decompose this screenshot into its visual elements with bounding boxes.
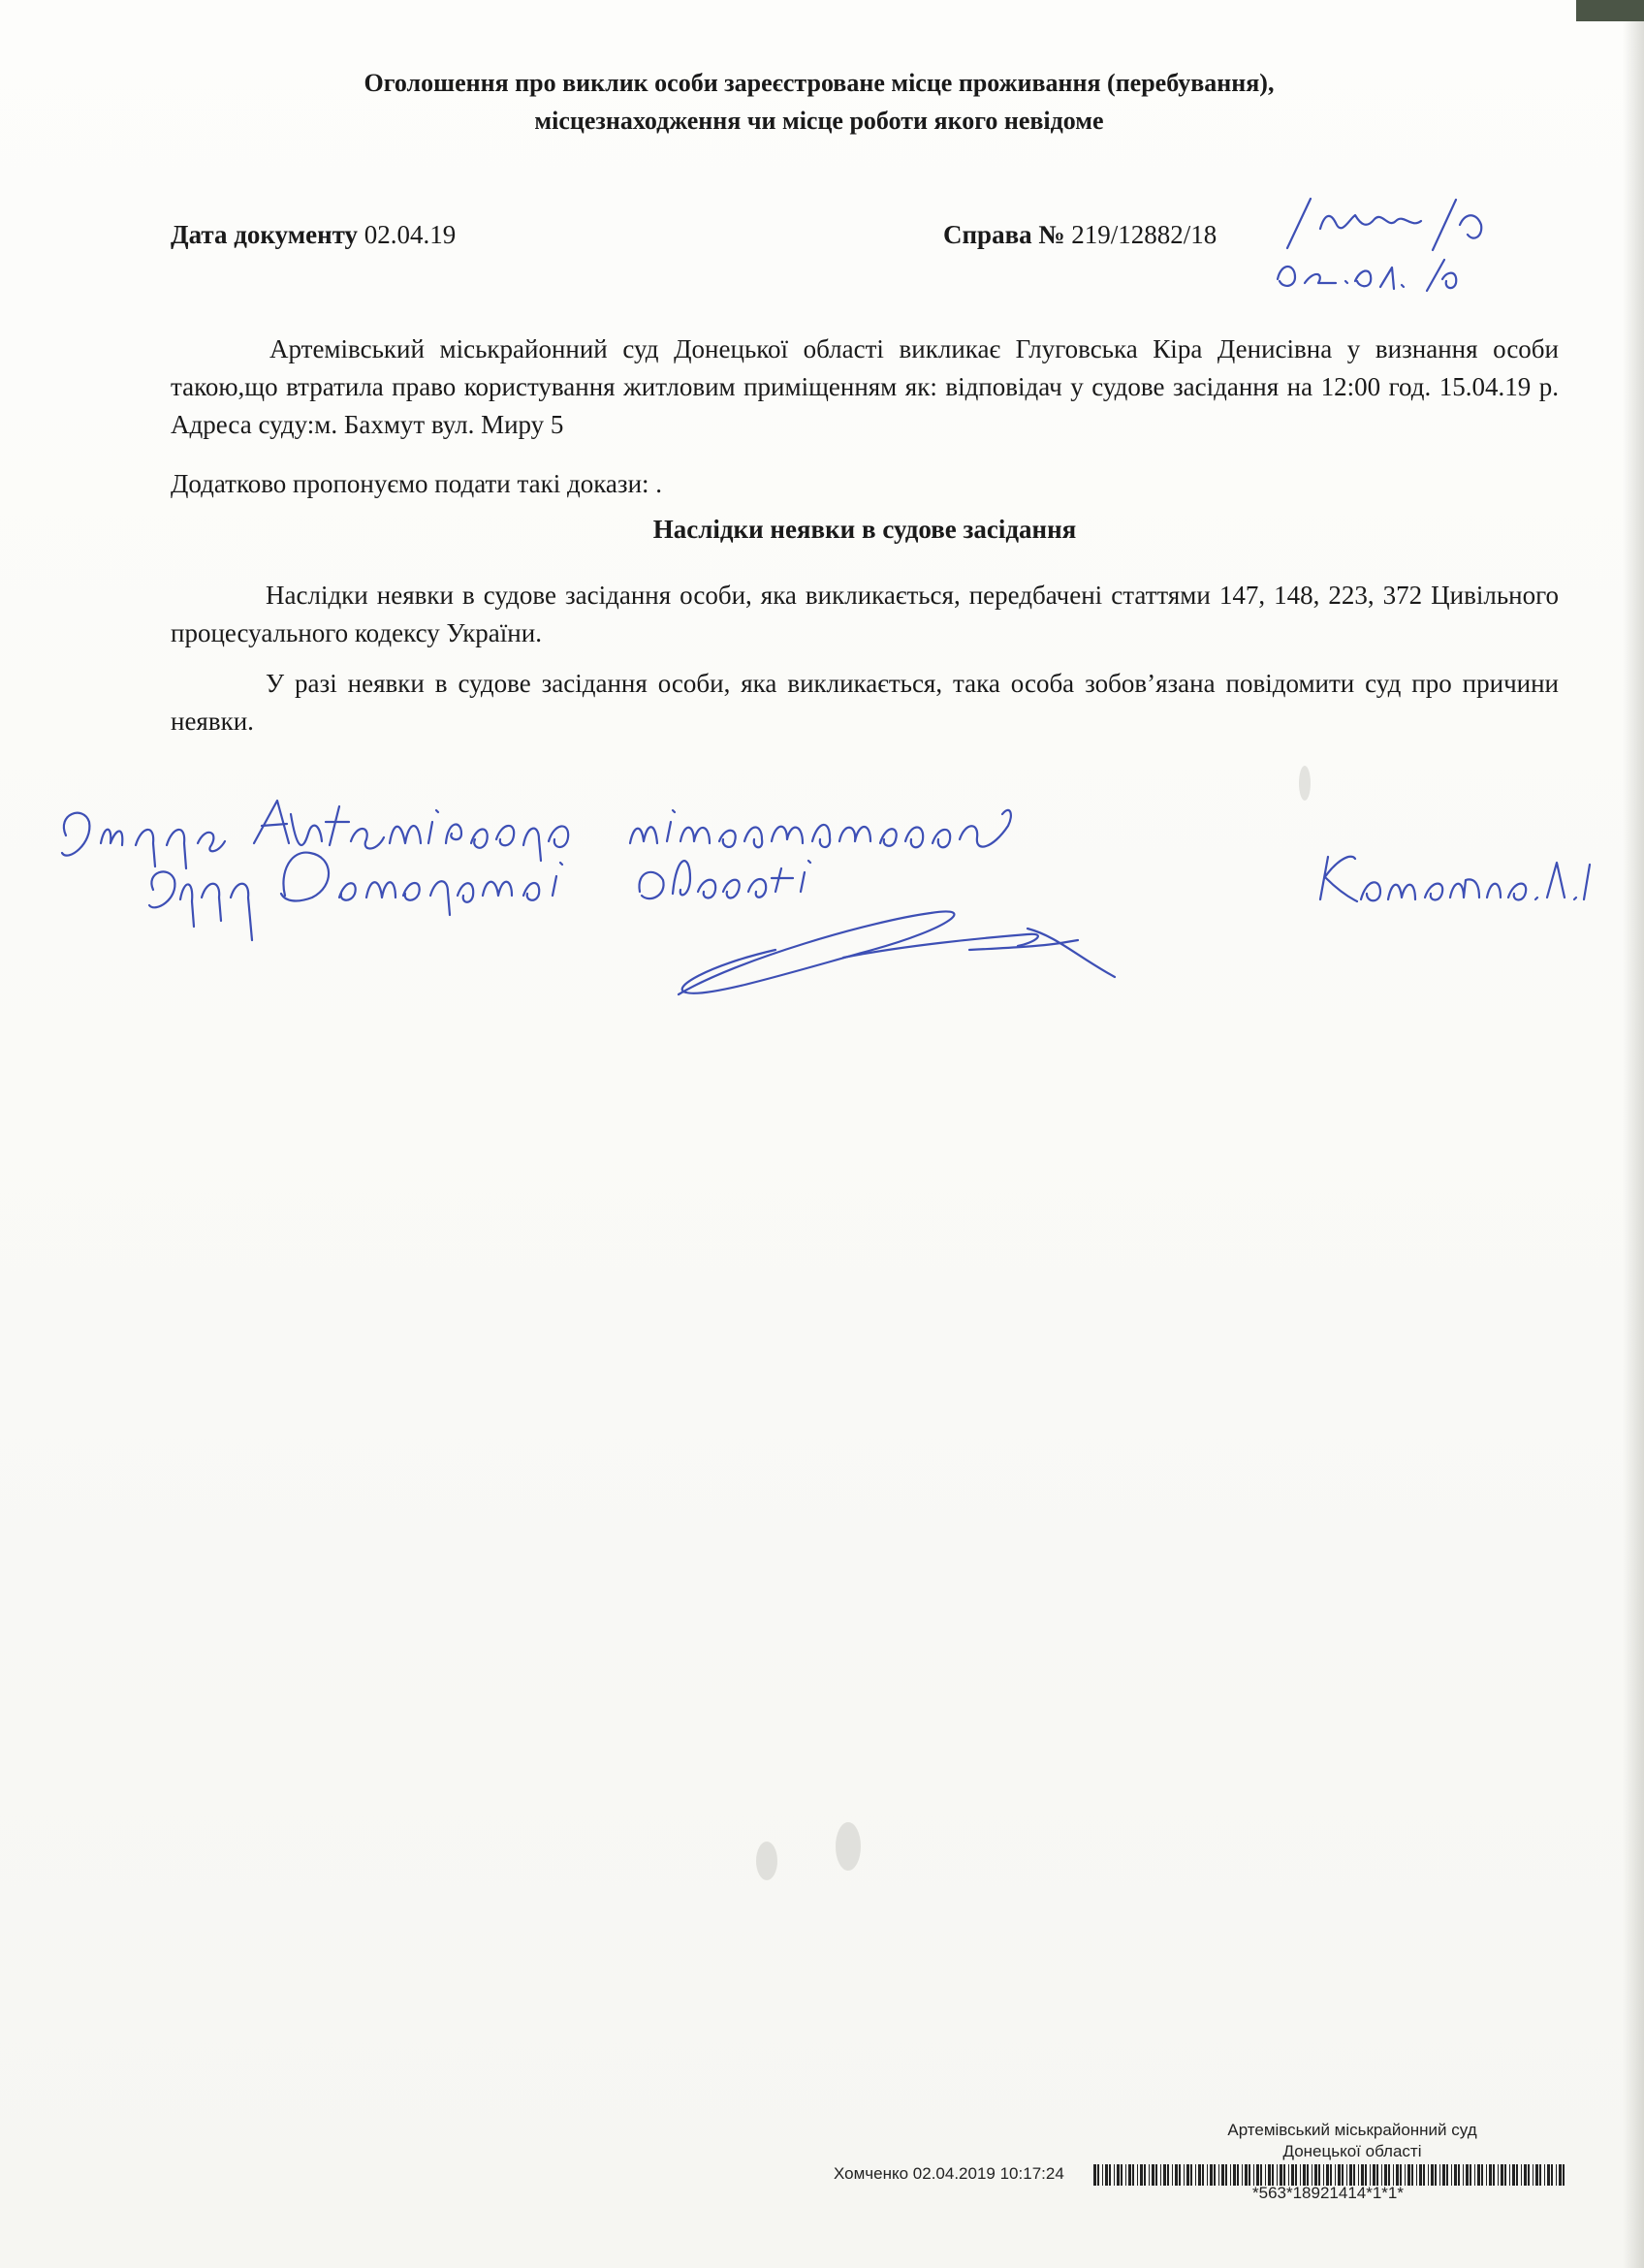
barcode-bar [1335, 2164, 1336, 2186]
barcode-bar [1349, 2164, 1352, 2186]
barcode-bar [1376, 2164, 1378, 2186]
barcode-bar [1260, 2164, 1262, 2186]
barcode-bar [1361, 2164, 1364, 2186]
handwritten-signer-name [1320, 857, 1590, 901]
barcode-bar [1407, 2164, 1410, 2186]
barcode-bar [1256, 2164, 1259, 2186]
barcode-bar [1253, 2164, 1254, 2186]
barcode-bar [1184, 2164, 1185, 2186]
barcode-bar [1439, 2164, 1440, 2186]
barcode-bar [1198, 2164, 1201, 2186]
barcode-bar [1265, 2164, 1266, 2186]
barcode-bar [1393, 2164, 1394, 2186]
consequences-heading: Наслідки неявки в судове засідання [652, 515, 1077, 544]
court-stamp-text [1158, 2120, 1546, 2162]
barcode-bar [1323, 2164, 1324, 2186]
barcode-bar [1381, 2164, 1382, 2186]
barcode-bar [1400, 2164, 1402, 2186]
barcode-bar [1125, 2164, 1126, 2186]
barcode-bar [1373, 2164, 1375, 2186]
barcode-bar [1384, 2164, 1387, 2186]
barcode-bar [1175, 2164, 1178, 2186]
barcode-bar [1093, 2164, 1096, 2186]
barcode-bar [1342, 2164, 1344, 2186]
case-value: 219/12882/18 [1071, 220, 1217, 249]
barcode-bar [1233, 2164, 1236, 2186]
barcode-bar [1109, 2164, 1111, 2186]
barcode-bar [1230, 2164, 1231, 2186]
barcode-bar [1117, 2164, 1120, 2186]
barcode-bar [1202, 2164, 1204, 2186]
barcode-bar [1128, 2164, 1131, 2186]
notice-paragraph: У разі неявки в судове засідання особи, яка викликається, така особа зобов’язана повідомити суд про причини неявки. [171, 669, 1559, 736]
barcode-bar [1501, 2164, 1503, 2186]
barcode-bar [1225, 2164, 1227, 2186]
barcode-bar [1179, 2164, 1181, 2186]
barcode-bar [1338, 2164, 1341, 2186]
barcode-bar [1435, 2164, 1437, 2186]
barcode-bar [1419, 2164, 1422, 2186]
barcode-bar [1416, 2164, 1417, 2186]
barcode-bar [1207, 2164, 1208, 2186]
barcode-bar [1353, 2164, 1355, 2186]
barcode-bar [1563, 2164, 1565, 2186]
barcode-bar [1451, 2164, 1452, 2186]
barcode-bar [1186, 2164, 1189, 2186]
barcode-bar [1481, 2164, 1483, 2186]
barcode-bar [1509, 2164, 1510, 2186]
barcode-number: *563*18921414*1*1* [1252, 2184, 1404, 2202]
barcode-bar [1524, 2164, 1527, 2186]
court-name-line-1: Артемівський міськрайонний суд [1227, 2121, 1477, 2139]
barcode-bar [1283, 2164, 1285, 2186]
barcode-bar [1214, 2164, 1216, 2186]
barcode-bar [1388, 2164, 1390, 2186]
barcode-bar [1346, 2164, 1347, 2186]
barcode-bar [1277, 2164, 1278, 2186]
barcode-bar [1504, 2164, 1506, 2186]
barcode-bar [1365, 2164, 1367, 2186]
barcode-bar [1493, 2164, 1495, 2186]
date-value: 02.04.19 [364, 220, 457, 249]
barcode-bar [1489, 2164, 1492, 2186]
barcode-bar [1411, 2164, 1413, 2186]
barcode-bar [1539, 2164, 1541, 2186]
barcode-bar [1428, 2164, 1429, 2186]
barcode-bar [1105, 2164, 1108, 2186]
case-label: Справа № [943, 220, 1065, 249]
barcode-bar [1272, 2164, 1274, 2186]
barcode-bar [1442, 2164, 1445, 2186]
barcode-bar [1155, 2164, 1157, 2186]
barcode-bar [1423, 2164, 1425, 2186]
barcode-bar [1405, 2164, 1406, 2186]
barcode-bar [1544, 2164, 1545, 2186]
barcode-bar [1474, 2164, 1475, 2186]
barcode-bar [1210, 2164, 1213, 2186]
barcode-bar [1245, 2164, 1248, 2186]
evidence-paragraph: Додатково пропонуємо подати такі докази: . [171, 469, 663, 498]
barcode-bar [1160, 2164, 1161, 2186]
barcode [1093, 2164, 1566, 2186]
handwritten-judge-title [62, 801, 1011, 868]
barcode-bar [1358, 2164, 1359, 2186]
barcode-bar [1195, 2164, 1196, 2186]
barcode-bar [1446, 2164, 1448, 2186]
barcode-bar [1132, 2164, 1134, 2186]
barcode-bar [1237, 2164, 1239, 2186]
barcode-bar [1470, 2164, 1471, 2186]
barcode-bar [1535, 2164, 1538, 2186]
title-line-2: місцезнаходження чи місце роботи якого невідоме [534, 107, 1104, 135]
date-label: Дата документу [171, 220, 359, 249]
summons-paragraph: Артемівський міськрайонний суд Донецької області викликає Глуговська Кіра Денисівна у визнання особи такою,що втратила право користування житловим приміщенням як: відповідач у судове засідання на 12:00 год. 15.04.19 р. Адреса суду:м. Бахмут вул. Миру 5 [171, 334, 1559, 439]
barcode-bar [1559, 2164, 1562, 2186]
barcode-bar [1102, 2164, 1103, 2186]
signature-flourish [679, 911, 1115, 994]
barcode-bar [1477, 2164, 1480, 2186]
barcode-bar [1097, 2164, 1099, 2186]
barcode-bar [1300, 2164, 1301, 2186]
barcode-bar [1396, 2164, 1399, 2186]
barcode-bar [1144, 2164, 1146, 2186]
handwritten-court-name [149, 853, 810, 940]
barcode-bar [1431, 2164, 1434, 2186]
barcode-bar [1140, 2164, 1143, 2186]
barcode-bar [1280, 2164, 1282, 2186]
barcode-bar [1466, 2164, 1469, 2186]
barcode-bar [1242, 2164, 1243, 2186]
barcode-bar [1291, 2164, 1294, 2186]
barcode-bar [1167, 2164, 1169, 2186]
barcode-bar [1454, 2164, 1457, 2186]
barcode-bar [1486, 2164, 1487, 2186]
barcode-bar [1172, 2164, 1173, 2186]
barcode-bar [1307, 2164, 1309, 2186]
barcode-bar [1516, 2164, 1518, 2186]
handwritten-case-note [1278, 199, 1481, 291]
barcode-bar [1547, 2164, 1550, 2186]
title-line-1: Оголошення про виклик особи зареєстроване місце проживання (перебування), [364, 69, 1275, 97]
barcode-bar [1249, 2164, 1250, 2186]
barcode-bar [1551, 2164, 1553, 2186]
barcode-bar [1221, 2164, 1224, 2186]
barcode-bar [1137, 2164, 1138, 2186]
barcode-bar [1295, 2164, 1297, 2186]
registration-info: Хомченко 02.04.2019 10:17:24 [834, 2164, 1064, 2183]
barcode-bar [1121, 2164, 1122, 2186]
barcode-bar [1318, 2164, 1320, 2186]
barcode-bar [1218, 2164, 1219, 2186]
barcode-bar [1370, 2164, 1371, 2186]
barcode-bar [1314, 2164, 1317, 2186]
barcode-bar [1498, 2164, 1499, 2186]
barcode-bar [1152, 2164, 1154, 2186]
barcode-bar [1512, 2164, 1515, 2186]
barcode-bar [1458, 2164, 1460, 2186]
barcode-bar [1303, 2164, 1306, 2186]
barcode-bar [1556, 2164, 1557, 2186]
barcode-bar [1114, 2164, 1115, 2186]
barcode-bar [1330, 2164, 1332, 2186]
consequences-paragraph: Наслідки неявки в судове засідання особи, яка викликається, передбачені статтями 147, 148, 223, 372 Цивільного процесуального кодексу України. [171, 581, 1559, 647]
court-name-line-2: Донецької області [1282, 2142, 1422, 2160]
barcode-bar [1463, 2164, 1464, 2186]
barcode-bar [1326, 2164, 1329, 2186]
barcode-bar [1190, 2164, 1192, 2186]
barcode-bar [1149, 2164, 1150, 2186]
barcode-bar [1521, 2164, 1522, 2186]
barcode-bar [1268, 2164, 1271, 2186]
barcode-bar [1163, 2164, 1166, 2186]
barcode-bar [1528, 2164, 1530, 2186]
barcode-bar [1288, 2164, 1289, 2186]
